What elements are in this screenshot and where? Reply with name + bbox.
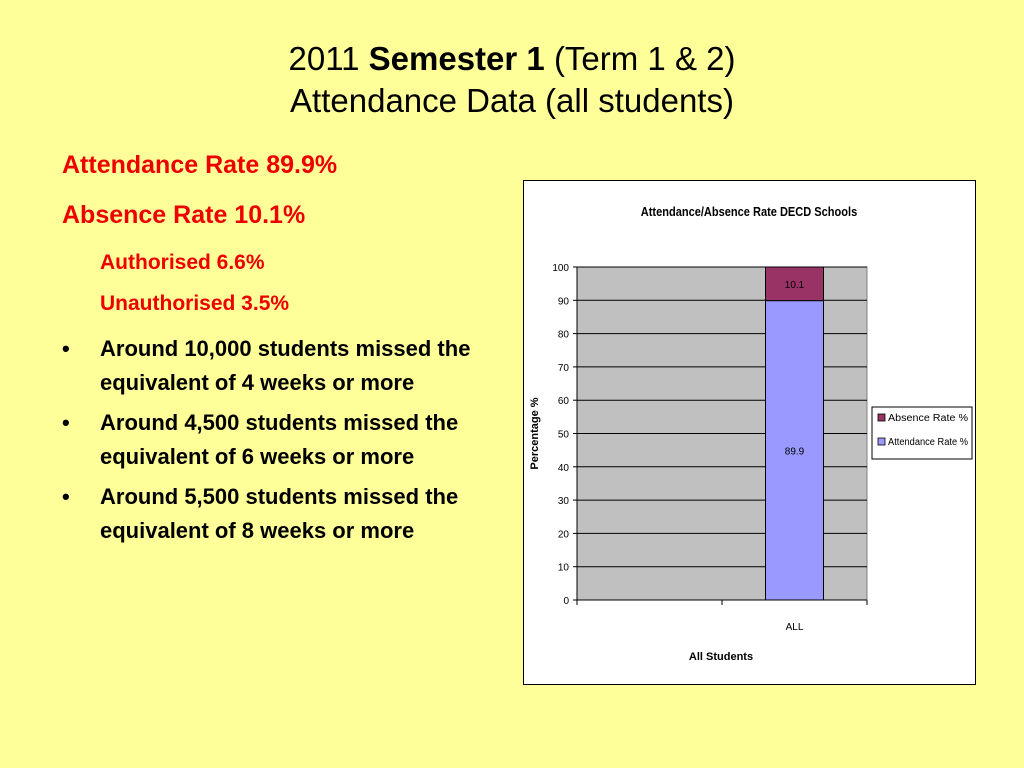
chart-container <box>523 180 976 685</box>
attendance-chart <box>524 181 975 684</box>
bullet-text: Around 4,500 students missed the equivalent of 6 weeks or more <box>100 410 459 469</box>
chart-title: Attendance/Absence Rate DECD Schools <box>640 204 858 220</box>
data-label: 89.9 <box>784 446 805 458</box>
bullet-dot: • <box>62 336 70 361</box>
absence-rate: Absence Rate 10.1% <box>62 201 306 229</box>
authorised-rate: Authorised 6.6% <box>100 251 265 274</box>
bullet-list <box>62 332 482 548</box>
data-label: 10.1 <box>784 279 805 291</box>
legend-label: Absence Rate % <box>888 413 969 424</box>
legend-label: Attendance Rate % <box>888 437 969 448</box>
title-year: 2011 <box>288 40 360 77</box>
y-tick-label: 50 <box>557 429 569 441</box>
rates-panel <box>62 150 482 554</box>
unauthorised-rate: Unauthorised 3.5% <box>100 292 290 315</box>
x-axis-label: All Students <box>688 651 754 663</box>
y-tick-label: 30 <box>557 496 569 508</box>
legend-swatch <box>878 438 885 445</box>
title-semester: Semester 1 <box>368 40 545 77</box>
y-tick-label: 20 <box>557 529 569 541</box>
bullet-item <box>62 406 482 474</box>
y-axis-label: Percentage % <box>529 397 541 470</box>
legend-swatch <box>878 414 885 421</box>
y-tick-label: 90 <box>557 296 569 308</box>
title-line-2: Attendance Data (all students) <box>290 82 734 119</box>
bullet-text: Around 10,000 students missed the equivalent of 4 weeks or more <box>100 336 471 395</box>
title-line-1 <box>0 38 1024 80</box>
title-terms: (Term 1 & 2) <box>553 40 736 77</box>
y-tick-label: 10 <box>557 562 569 574</box>
bullet-dot: • <box>62 484 70 509</box>
bullet-item <box>62 332 482 400</box>
bullet-item <box>62 480 482 548</box>
bullet-text: Around 5,500 students missed the equivalent of 8 weeks or more <box>100 484 459 543</box>
y-tick-label: 80 <box>557 329 569 341</box>
x-tick-label: ALL <box>785 622 804 633</box>
slide-title <box>0 38 1024 122</box>
y-tick-label: 100 <box>552 263 569 274</box>
y-tick-label: 60 <box>557 396 569 408</box>
y-tick-label: 70 <box>557 362 569 374</box>
y-tick-label: 40 <box>557 462 569 474</box>
y-tick-label: 0 <box>563 596 569 607</box>
attendance-rate: Attendance Rate 89.9% <box>62 151 338 179</box>
bullet-dot: • <box>62 410 70 435</box>
